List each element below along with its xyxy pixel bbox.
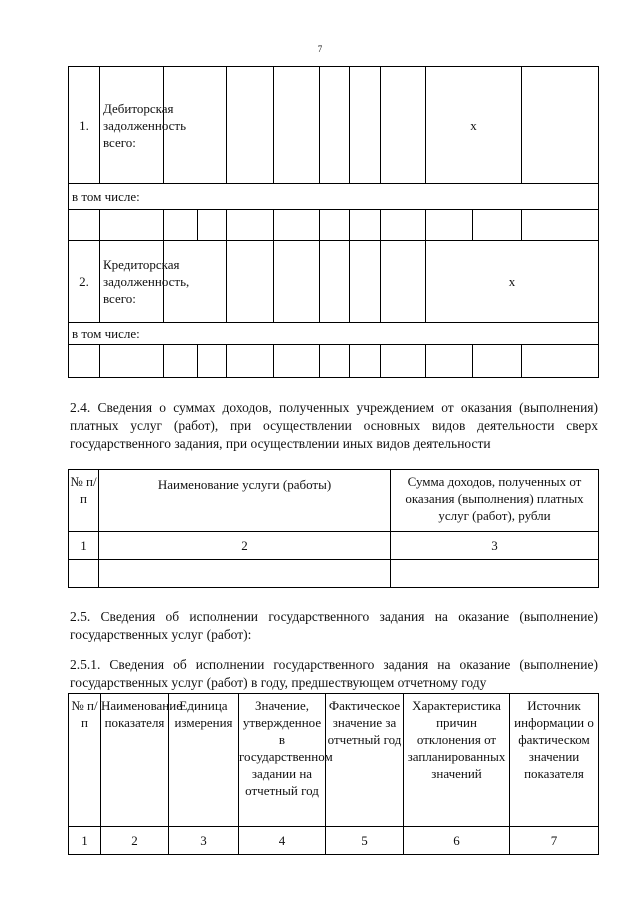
debt-row-including — [69, 184, 599, 210]
income-header-row — [69, 470, 599, 532]
row-label: Дебиторская задолженность всего: — [100, 67, 164, 184]
debt-row-empty — [69, 210, 599, 241]
including-label: в том числе: — [69, 323, 599, 345]
income-empty-row — [69, 560, 599, 588]
page-number: 7 — [317, 44, 323, 54]
header-cell: Сумма доходов, полученных от оказания (выполнения) платных услуг (работ), рубли — [391, 470, 599, 532]
header-cell: Характеристика причин отклонения от запланированных значений — [404, 694, 510, 827]
header-cell: Источник информации о фактическом значении показателя — [510, 694, 599, 827]
not-applicable-mark: x — [426, 67, 522, 184]
header-cell: № п/п — [69, 470, 99, 532]
index-cell: 5 — [326, 827, 404, 855]
income-index-row — [69, 532, 599, 560]
assignment-index-row — [69, 827, 599, 855]
index-cell: 7 — [510, 827, 599, 855]
section-2-5-text: 2.5. Сведения об исполнении государственного задания на оказание (выполнение) государственных услуг (работ): — [70, 609, 598, 642]
section-2-4-text: 2.4. Сведения о суммах доходов, полученных учреждением от оказания (выполнения) платных услуг (работ), при осуществлении основных видов деятельности сверх государственного задания, при осуществлении иных видов деятельности — [70, 400, 598, 451]
debt-row-empty — [69, 345, 599, 378]
index-cell: 4 — [239, 827, 326, 855]
including-label: в том числе: — [69, 184, 599, 210]
debt-row-including — [69, 323, 599, 345]
header-cell: Единица измерения — [169, 694, 239, 827]
debt-row-payables — [69, 241, 599, 323]
header-cell: Наименование показателя — [101, 694, 169, 827]
row-number: 2. — [69, 241, 100, 323]
header-cell: № п/п — [69, 694, 101, 827]
header-cell: Значение, утвержденное в государственном задании на отчетный год — [239, 694, 326, 827]
assignment-table — [68, 693, 599, 855]
header-cell: Фактическое значение за отчетный год — [326, 694, 404, 827]
index-cell: 1 — [69, 532, 99, 560]
section-2-5-1-text: 2.5.1. Сведения об исполнении государственного задания на оказание (выполнение) государственных услуг (работ) в году, предшествующем отчетному году — [70, 657, 598, 690]
row-number: 1. — [69, 67, 100, 184]
header-cell: Наименование услуги (работы) — [99, 470, 391, 532]
index-cell: 1 — [69, 827, 101, 855]
assignment-header-row — [69, 694, 599, 827]
debt-row-receivables — [69, 67, 599, 184]
debt-table — [68, 66, 599, 378]
index-cell: 2 — [99, 532, 391, 560]
index-cell: 3 — [391, 532, 599, 560]
index-cell: 6 — [404, 827, 510, 855]
income-table — [68, 469, 599, 588]
index-cell: 3 — [169, 827, 239, 855]
not-applicable-mark: x — [426, 241, 599, 323]
row-label: Кредиторская задолженность, всего: — [100, 241, 164, 323]
index-cell: 2 — [101, 827, 169, 855]
